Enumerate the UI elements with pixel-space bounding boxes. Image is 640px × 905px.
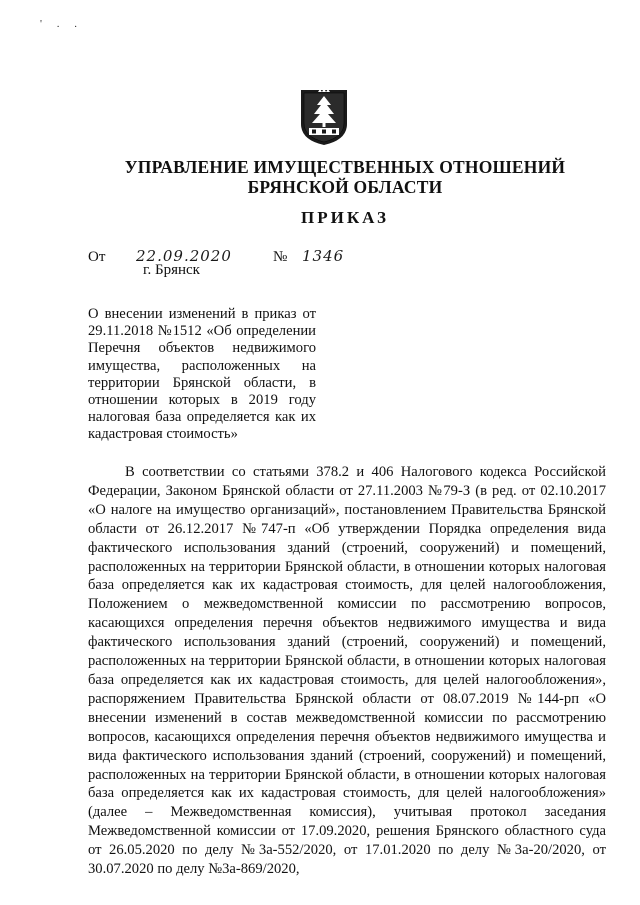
- scan-marks: ' . .: [40, 18, 83, 30]
- body-paragraph: В соответствии со статьями 378.2 и 406 Налогового кодекса Российской Федерации, Законом Брянской области от 27.11.2003 №79-З (в ред. от 02.10.2017 «О налоге на имущество организаций», постановлением Правительства Брянской области от 26.12.2017 №747-п «Об утверждении Порядка определения вида фактического использования зданий (строений, сооружений) и помещений, расположенных на территории Брянской области, в отношении которых налоговая база определяется как их кадастровая стоимость, для целей налогообложения, Положением о межведомственной комиссии по рассмотрению вопросов, касающихся определения перечня объектов недвижимого имущества и вида фактического использования зданий (строений, сооружений) и помещений, расположенных на территории Брянской области, в отношении которых налоговая база определяется как их кадастровая стоимость, для целей налогообложения», распоряжением Правительства Брянской области от 08.07.2019 №144-рп «О внесении изменений в состав межведомственной комиссии по рассмотрению вопросов, касающихся определения перечня объектов недвижимого имущества и вида фактического использования зданий (строений, сооружений) и помещений, расположенных на территории Брянской области, в отношении которых налоговая база определяется как их кадастровая стоимость, для целей налогообложения» (далее – Межведомственная комиссия), учитывая протокол заседания Межведомственной комиссии от 17.09.2020, решения Брянского областного суда от 26.05.2020 по делу №3а-552/2020, от 17.01.2020 по делу №3а-20/2020, от 30.07.2020 по делу №3а-869/2020,: [88, 464, 606, 878]
- agency-name: [100, 157, 590, 197]
- agency-name-line2: БРЯНСКОЙ ОБЛАСТИ: [247, 177, 443, 197]
- number-value: 1346: [302, 247, 345, 265]
- order-subject: О внесении изменений в приказ от 29.11.2018 №1512 «Об определении Перечня объектов недвижимого имущества, расположенных на территории Брянской области, в отношении которых в 2019 году налоговая база определяется как их кадастровая стоимость»: [88, 306, 316, 443]
- document-type: ПРИКАЗ: [301, 208, 389, 227]
- coat-of-arms-icon: [299, 88, 349, 146]
- city: г. Брянск: [143, 262, 200, 278]
- date-label: От: [88, 249, 106, 265]
- agency-name-line1: УПРАВЛЕНИЕ ИМУЩЕСТВЕННЫХ ОТНОШЕНИЙ: [124, 157, 566, 177]
- date-number-line: [88, 247, 388, 269]
- number-label: №: [273, 249, 288, 265]
- date-value: 22.09.2020: [136, 247, 232, 265]
